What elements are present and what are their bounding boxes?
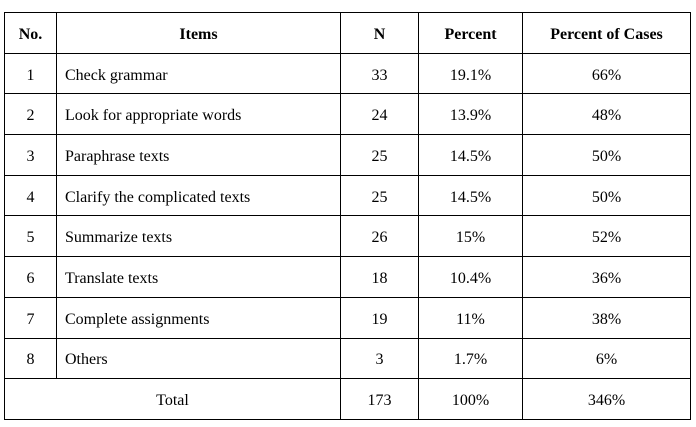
cell-no: 7 xyxy=(5,297,57,338)
header-n: N xyxy=(341,13,419,54)
table-row xyxy=(5,175,691,216)
cell-percent: 14.5% xyxy=(419,175,523,216)
header-row xyxy=(5,13,691,54)
table-row xyxy=(5,338,691,379)
cell-item: Clarify the complicated texts xyxy=(57,175,341,216)
cell-percent-of-cases: 6% xyxy=(523,338,691,379)
cell-item: Summarize texts xyxy=(57,216,341,257)
cell-item: Look for appropriate words xyxy=(57,94,341,135)
cell-percent: 14.5% xyxy=(419,135,523,176)
table-row xyxy=(5,135,691,176)
cell-n: 33 xyxy=(341,53,419,94)
table-row xyxy=(5,297,691,338)
cell-percent: 11% xyxy=(419,297,523,338)
cell-percent-of-cases: 52% xyxy=(523,216,691,257)
cell-item: Check grammar xyxy=(57,53,341,94)
cell-percent: 15% xyxy=(419,216,523,257)
total-percent-of-cases: 346% xyxy=(523,379,691,420)
cell-n: 26 xyxy=(341,216,419,257)
header-percent: Percent xyxy=(419,13,523,54)
cell-item: Translate texts xyxy=(57,257,341,298)
total-label: Total xyxy=(5,379,341,420)
header-no: No. xyxy=(5,13,57,54)
cell-no: 3 xyxy=(5,135,57,176)
cell-item: Paraphrase texts xyxy=(57,135,341,176)
cell-no: 5 xyxy=(5,216,57,257)
cell-percent: 1.7% xyxy=(419,338,523,379)
total-n: 173 xyxy=(341,379,419,420)
cell-n: 19 xyxy=(341,297,419,338)
cell-percent: 10.4% xyxy=(419,257,523,298)
table-header xyxy=(5,13,691,54)
frequency-table xyxy=(4,12,691,420)
table-row xyxy=(5,53,691,94)
cell-item: Others xyxy=(57,338,341,379)
cell-n: 25 xyxy=(341,175,419,216)
cell-percent-of-cases: 50% xyxy=(523,135,691,176)
cell-percent-of-cases: 38% xyxy=(523,297,691,338)
cell-percent-of-cases: 50% xyxy=(523,175,691,216)
cell-no: 1 xyxy=(5,53,57,94)
table-row xyxy=(5,257,691,298)
header-percent-of-cases: Percent of Cases xyxy=(523,13,691,54)
cell-n: 18 xyxy=(341,257,419,298)
header-items: Items xyxy=(57,13,341,54)
table-body xyxy=(5,53,691,419)
cell-percent-of-cases: 36% xyxy=(523,257,691,298)
table-row xyxy=(5,216,691,257)
cell-percent-of-cases: 66% xyxy=(523,53,691,94)
cell-percent-of-cases: 48% xyxy=(523,94,691,135)
cell-item: Complete assignments xyxy=(57,297,341,338)
total-percent: 100% xyxy=(419,379,523,420)
cell-no: 4 xyxy=(5,175,57,216)
table-row xyxy=(5,94,691,135)
cell-no: 2 xyxy=(5,94,57,135)
total-row xyxy=(5,379,691,420)
cell-n: 25 xyxy=(341,135,419,176)
cell-percent: 19.1% xyxy=(419,53,523,94)
cell-no: 8 xyxy=(5,338,57,379)
cell-n: 24 xyxy=(341,94,419,135)
cell-percent: 13.9% xyxy=(419,94,523,135)
cell-n: 3 xyxy=(341,338,419,379)
cell-no: 6 xyxy=(5,257,57,298)
